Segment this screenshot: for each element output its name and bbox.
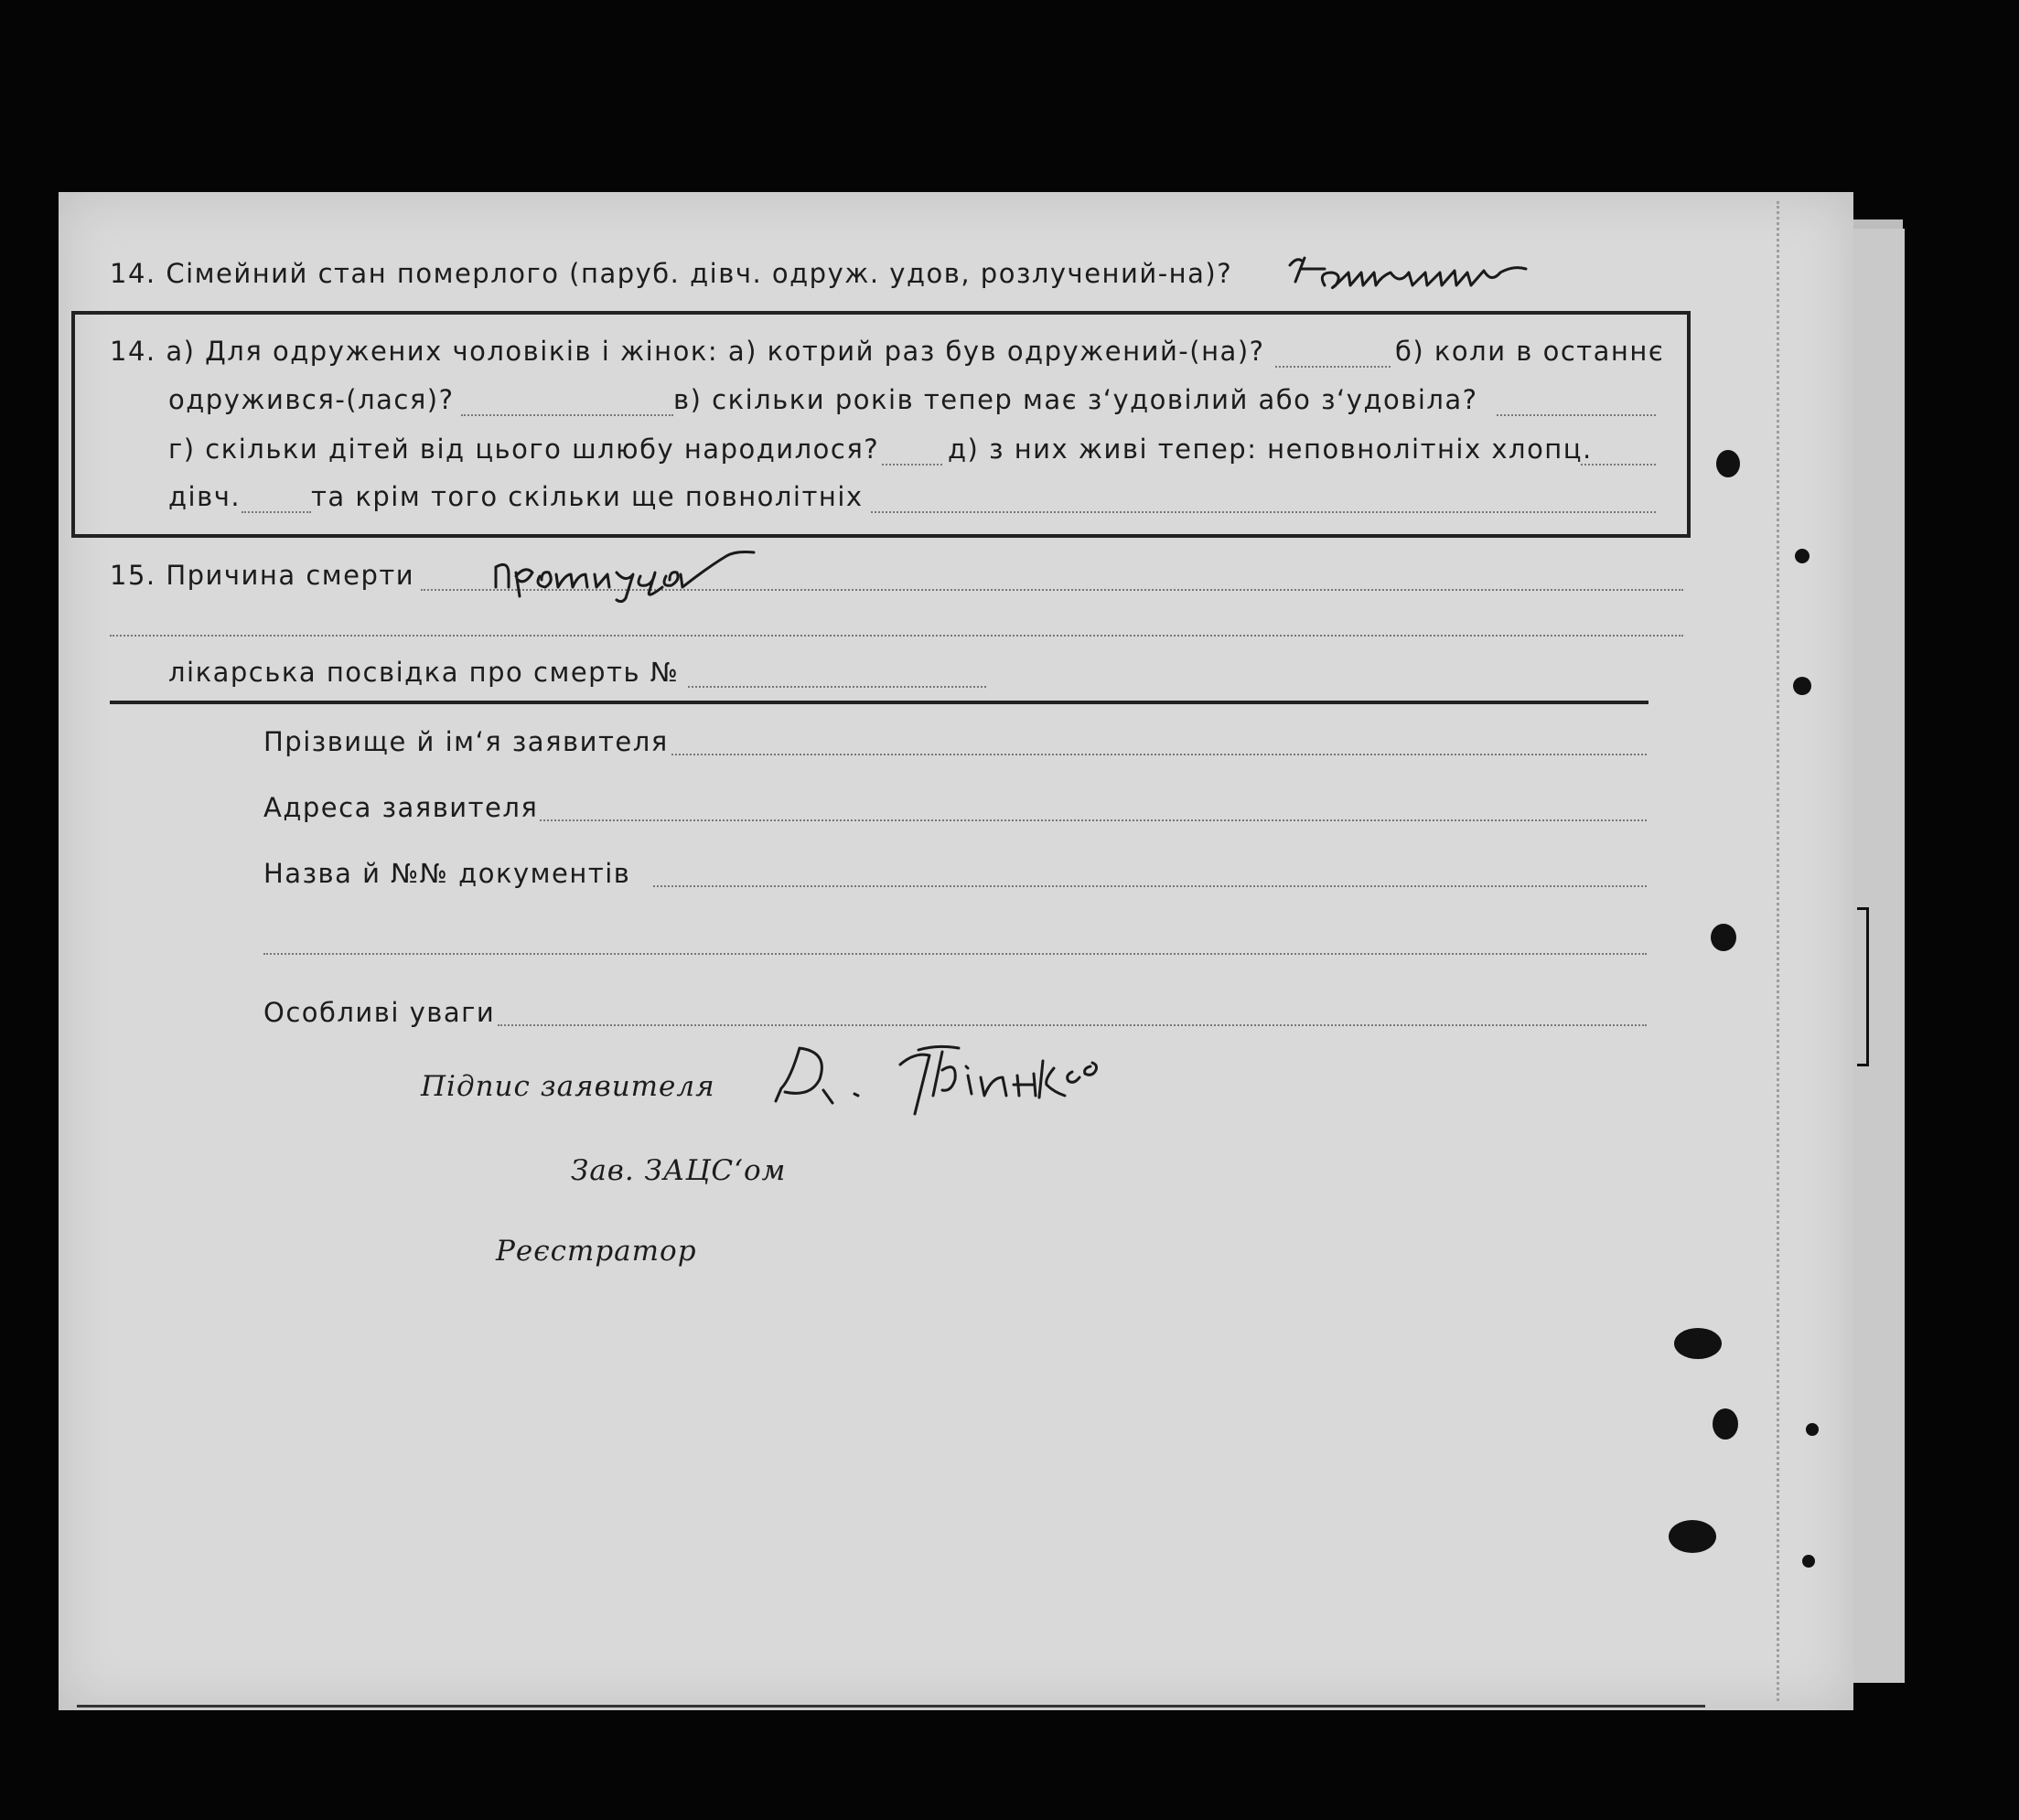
- punch-hole: [1802, 1555, 1815, 1568]
- married-line3a: г) скільки дітей від цього шлюбу народилося?: [168, 434, 880, 465]
- registrar-label: Реєстратор: [496, 1235, 697, 1268]
- fill-line: [461, 414, 673, 416]
- marital-status-handwriting: [1284, 249, 1559, 294]
- fill-line: [882, 464, 942, 466]
- applicant-signature-label: Підпис заявителя: [421, 1070, 715, 1103]
- zags-head-label: Зав. ЗАЦС‘ом: [571, 1154, 787, 1187]
- fill-line: [110, 635, 1683, 637]
- sheet-clip: [1857, 907, 1869, 1066]
- perforation-line: [1777, 201, 1779, 1701]
- fill-line: [653, 885, 1647, 887]
- married-line4b: та крім того скільки ще повнолітніх: [311, 481, 864, 512]
- married-line1: 14. а) Для одружених чоловіків і жінок: а) котрий раз був одружений-(на)?: [110, 336, 1265, 367]
- applicant-address-label: Адреса заявителя: [263, 792, 539, 823]
- fill-line: [688, 686, 986, 688]
- applicant-signature-handwriting: [763, 1024, 1202, 1134]
- documents-label: Назва й №№ документів: [263, 858, 631, 889]
- fill-line: [1275, 366, 1391, 368]
- married-line3b: д) з них живі тепер: неповнолітніх хлопц.: [948, 434, 1593, 465]
- page-bottom-rule: [77, 1705, 1705, 1708]
- death-certificate-label: лікарська посвідка про смерть №: [168, 657, 680, 688]
- marital-status-label: 14. Сімейний стан померлого (паруб. дівч. одруж. удов, розлучений-на)?: [110, 258, 1233, 289]
- punch-hole: [1674, 1328, 1722, 1359]
- fill-line: [1581, 464, 1656, 466]
- fill-line: [1497, 414, 1656, 416]
- fill-line: [242, 511, 311, 513]
- punch-hole: [1716, 450, 1740, 477]
- cause-of-death-label: 15. Причина смерти: [110, 560, 415, 591]
- fill-line: [263, 953, 1647, 955]
- fill-line: [671, 754, 1647, 755]
- punch-hole: [1806, 1423, 1819, 1436]
- married-line4a: дівч.: [168, 481, 242, 512]
- married-line2a: одружився-(лася)?: [168, 384, 455, 415]
- punch-hole: [1669, 1520, 1716, 1553]
- fill-line: [540, 819, 1647, 821]
- special-notes-label: Особливі уваги: [263, 997, 496, 1028]
- punch-hole: [1795, 549, 1810, 563]
- married-line2b: в) скільки років тепер має з‘удовілий або з‘удовіла?: [673, 384, 1478, 415]
- married-line1b: б) коли в останнє: [1395, 336, 1665, 367]
- fill-line: [871, 511, 1656, 513]
- form-page: [59, 192, 1853, 1710]
- punch-hole: [1793, 677, 1811, 695]
- section-divider: [110, 701, 1648, 704]
- punch-hole: [1713, 1408, 1738, 1440]
- punch-hole: [1711, 924, 1736, 951]
- applicant-name-label: Прізвище й ім‘я заявителя: [263, 726, 669, 757]
- cause-of-death-handwriting: [489, 540, 818, 604]
